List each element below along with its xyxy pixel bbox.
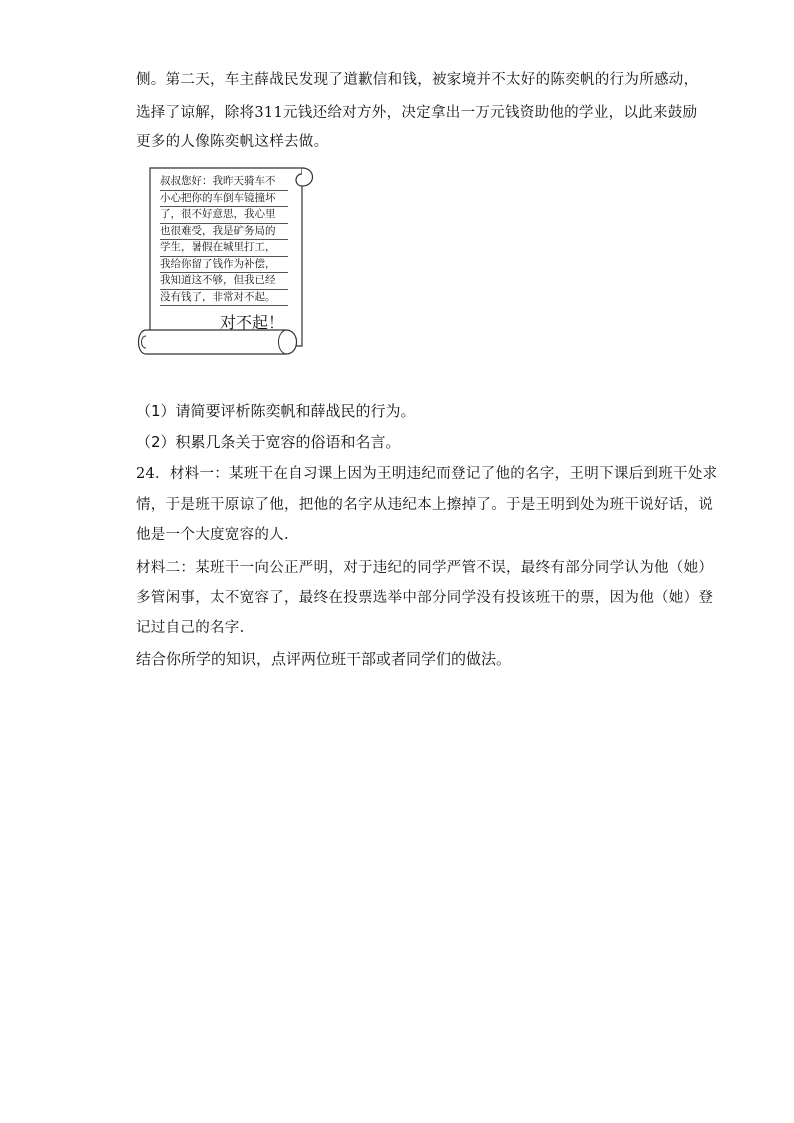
letter-line-5: 学生，暑假在城里打工，: [160, 240, 288, 257]
letter-signature: 对不起！: [220, 313, 285, 332]
question-2: （2）积累几条关于宽容的俗语和名言。: [136, 433, 401, 451]
letter-line-3: 了，很不好意思，我心里: [160, 207, 288, 224]
question-1: （1）请简要评析陈奕帆和薛战民的行为。: [136, 402, 416, 420]
q24-material1-line-1: 24．材料一：某班干在自习课上因为王明违纪而登记了他的名字，王明下课后到班干处求: [136, 466, 718, 482]
letter-line-8: 没有钱了，非常对不起。: [160, 290, 288, 307]
letter-line-6: 我给你留了钱作为补偿，: [160, 257, 288, 274]
letter-line-4: 也很难受，我是矿务局的: [160, 224, 288, 241]
letter-line-2: 小心把你的车倒车镜撞坏: [160, 191, 288, 208]
intro-line-3: 更多的人像陈奕帆这样去做。: [136, 134, 329, 150]
intro-line-2: 选择了谅解，除将311元钱还给对方外，决定拿出一万元钱资助他的学业，以此来鼓励: [136, 105, 698, 121]
q24-task: 结合你所学的知识，点评两位班干部或者同学们的做法。: [136, 650, 512, 668]
intro-line-1: 侧。第二天，车主薛战民发现了道歉信和钱，被家境并不太好的陈奕帆的行为所感动，: [136, 72, 699, 88]
q24-material2-line-2: 多管闲事，太不宽容了，最终在投票选举中部分同学没有投该班干的票，因为他（她）登: [136, 590, 714, 606]
q24-material1-line-2: 情，于是班干原谅了他，把他的名字从违纪本上擦掉了。于是王明到处为班干说好话，说: [136, 497, 714, 513]
letter-body: [160, 174, 288, 306]
q24-material1-line-3: 他是一个大度宽容的人.: [136, 527, 289, 543]
q24-material2-line-3: 记过自己的名字.: [136, 620, 245, 636]
letter-line-1: 叔叔您好：我昨天骑车不: [160, 174, 288, 191]
letter-line-7: 我知道这不够，但我已经: [160, 273, 288, 290]
q24-material2-line-1: 材料二：某班干一向公正严明，对于违纪的同学严管不误，最终有部分同学认为他（她）: [136, 560, 714, 576]
